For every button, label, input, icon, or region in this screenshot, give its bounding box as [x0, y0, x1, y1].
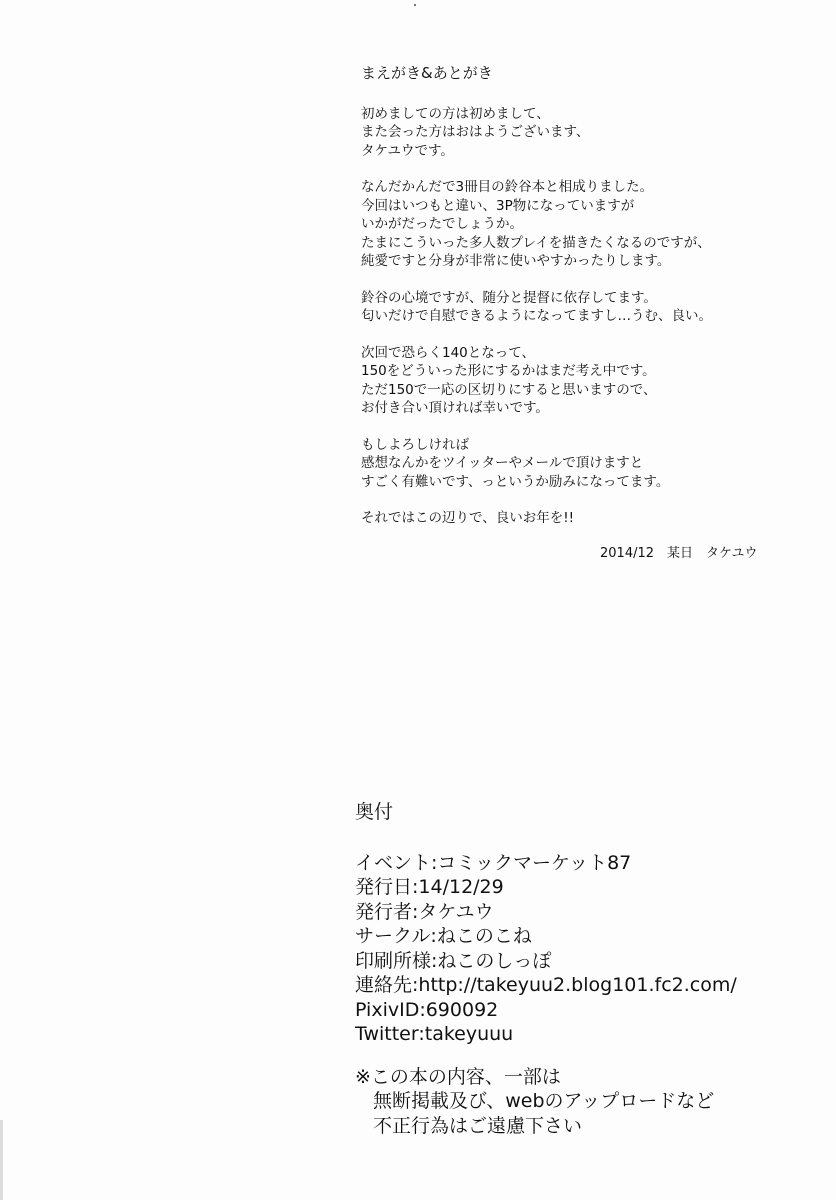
text-line: 鈴谷の心境ですが、随分と提督に依存してます。	[361, 289, 657, 306]
text-line: 匂いだけで自慰できるようになってますし…うむ、良い。	[361, 308, 712, 324]
text-line: すごく有難いです、っというか励みになってます。	[361, 473, 670, 490]
paragraph-next-book	[361, 344, 791, 418]
text-line: 150をどういった形にするかはまだ考え中です。	[361, 363, 656, 379]
paragraph-book-intro	[361, 178, 791, 271]
text-line: もしよろしければ	[361, 436, 469, 453]
colophon-event: イベント:コミックマーケット87	[355, 851, 632, 874]
afterword-signature: 2014/12 某日 タケユウ	[600, 546, 758, 561]
colophon-twitter: Twitter:takeyuuu	[355, 1023, 514, 1045]
paragraph-feedback	[361, 436, 791, 492]
scan-speck	[414, 4, 416, 6]
colophon-section	[355, 800, 815, 1138]
text-line: 純愛ですと分身が非常に使いやすかったりします。	[361, 253, 671, 269]
colophon-printer: 印刷所様:ねこのしっぽ	[355, 949, 552, 972]
text-line: タケユウです。	[361, 142, 454, 159]
copyright-notice	[355, 1065, 815, 1139]
text-line: いかがだったでしょうか。	[361, 216, 523, 232]
text-line: たまにこういった多人数プレイを描きたくなるのですが、	[361, 234, 711, 251]
scan-edge	[0, 0, 3, 1200]
text-line: また会った方はおはようございます、	[361, 124, 590, 140]
paragraph-closing	[361, 509, 791, 528]
text-line: それではこの辺りで、良いお年を!!	[361, 510, 575, 526]
colophon-date: 発行日:14/12/29	[355, 876, 504, 898]
colophon-pixiv-id: PixivID:690092	[355, 998, 499, 1021]
text-line: 次回で恐らく140となって、	[361, 344, 535, 361]
paragraph-greeting	[361, 105, 791, 161]
notice-line: 無断掲載及び、webのアップロードなど	[373, 1090, 715, 1112]
paragraph-character	[361, 289, 791, 326]
text-line: 感想なんかをツイッターやメールで頂けますと	[361, 455, 644, 471]
text-line: なんだかんだで3冊目の鈴谷本と相成りました。	[361, 179, 654, 195]
afterword-section	[361, 64, 791, 546]
text-line: 今回はいつもと違い、3P物になっていますが	[361, 197, 635, 214]
colophon-publisher: 発行者:タケユウ	[355, 900, 494, 923]
afterword-title: まえがき&あとがき	[361, 64, 493, 82]
colophon-circle: サークル:ねこのこね	[355, 925, 532, 947]
colophon-heading: 奥付	[355, 801, 394, 823]
text-line: ただ150で一応の区切りにすると思いますので、	[361, 381, 657, 398]
colophon-contact-url: 連絡先:http://takeyuu2.blog101.fc2.com/	[355, 974, 737, 996]
text-line: 初めましての方は初めまして、	[361, 105, 550, 122]
notice-line: 不正行為はご遠慮下さい	[373, 1114, 583, 1137]
notice-line: ※この本の内容、一部は	[355, 1065, 561, 1088]
text-line: お付き合い頂ければ幸いです。	[361, 400, 549, 416]
